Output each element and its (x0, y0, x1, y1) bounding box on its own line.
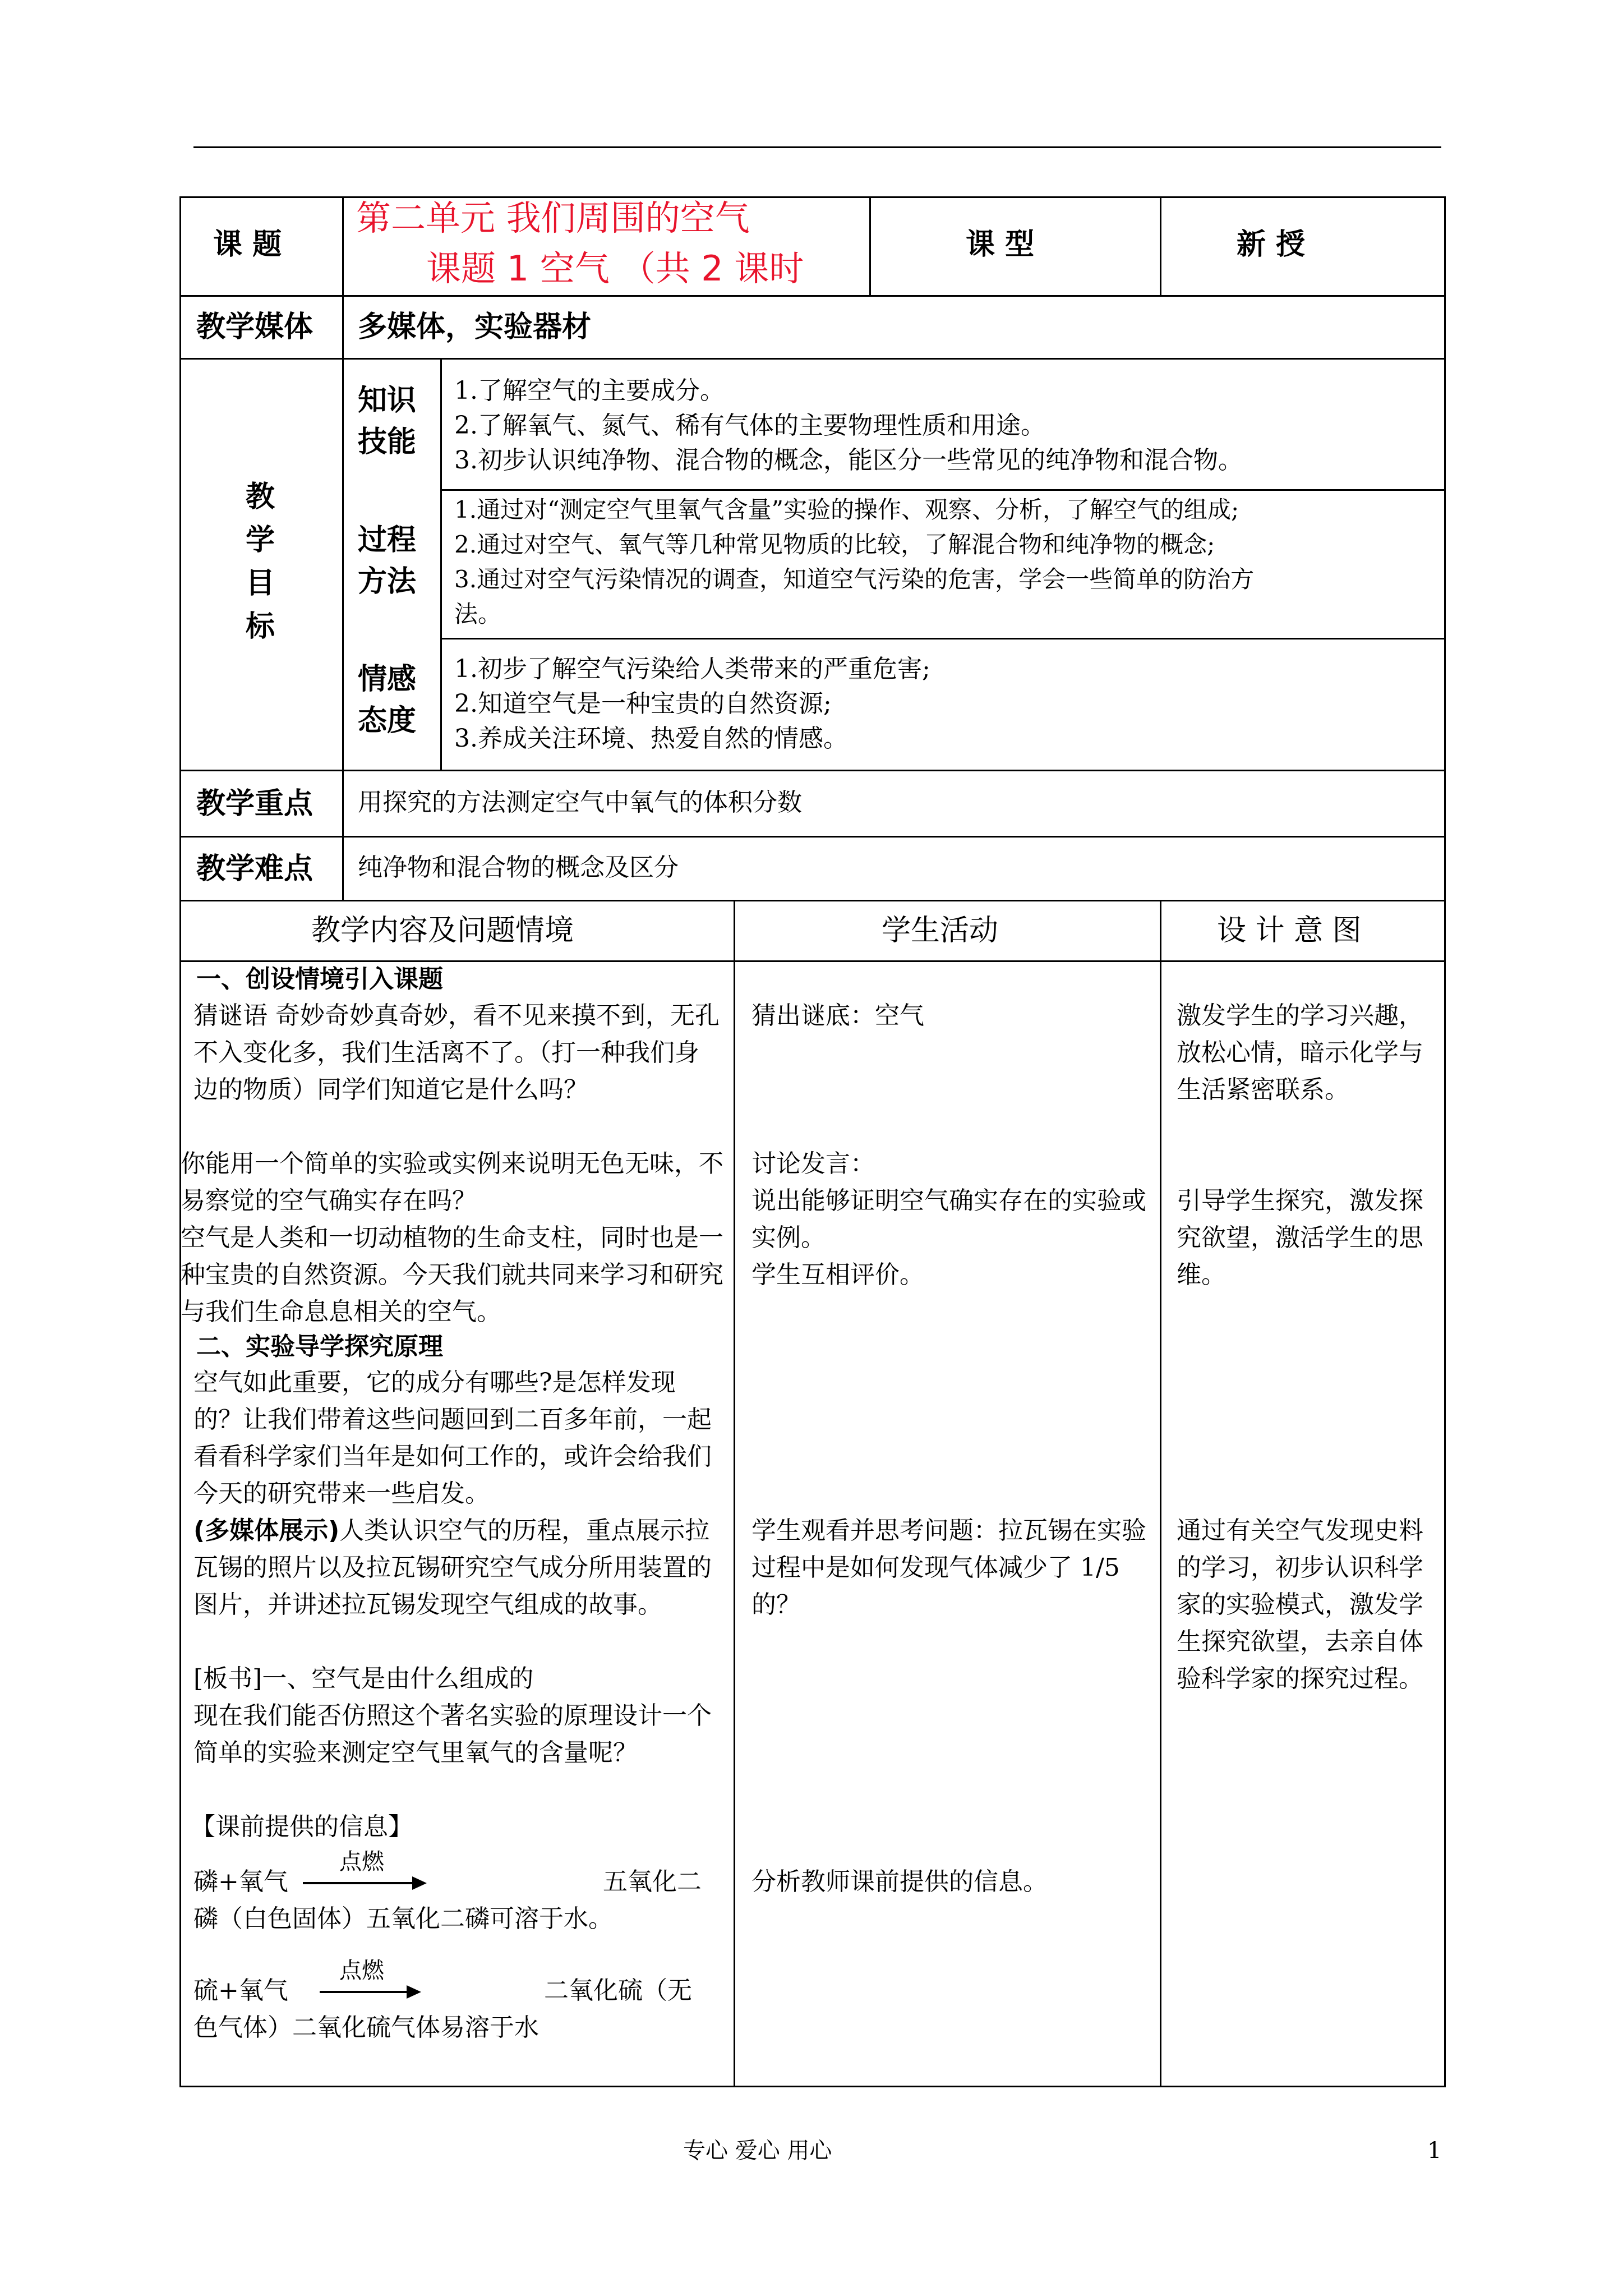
key-point-value: 用探究的方法测定空气中氧气的体积分数 (358, 788, 802, 817)
equation2-left: 硫+氧气 (193, 1976, 288, 2005)
equation1-right: 五氧化二 (603, 1867, 702, 1896)
multimedia-tag: (多媒体展示) (193, 1516, 340, 1545)
equation2-right: 二氧化硫（无 (544, 1976, 692, 2005)
process-label: 过程 (358, 523, 417, 557)
topic-label: 课 题 (213, 228, 282, 261)
col-header-content: 教学内容及问题情境 (311, 914, 574, 947)
emotion-item: 1.初步了解空气污染给人类带来的严重危害; (454, 655, 930, 683)
design-intent-2: 引导学生探究，激发探究欲望，激活学生的思维。 (1177, 1186, 1423, 1289)
table-border (179, 2086, 1446, 2087)
col-divider (440, 358, 442, 771)
equation1-left: 磷+氧气 (193, 1867, 288, 1896)
design-question: 现在我们能否仿照这个著名实验的原理设计一个简单的实验来测定空气里氧气的含量呢？ (193, 1701, 712, 1767)
col-divider (1160, 900, 1161, 2087)
col-divider (342, 196, 344, 901)
col-header-student: 学生活动 (882, 914, 999, 947)
design-intent-1: 激发学生的学习兴趣，放松心情，暗示化学与生活紧密联系。 (1177, 1001, 1423, 1104)
type-label: 课 型 (966, 228, 1035, 261)
knowledge-item: 2.了解氧气、氮气、稀有气体的主要物理性质和用途。 (454, 411, 1045, 440)
student-activity-2b: 说出能够证明空气确实存在的实验或实例。 (751, 1186, 1146, 1252)
knowledge-item: 1.了解空气的主要成分。 (454, 376, 725, 405)
type-value: 新 授 (1237, 228, 1306, 261)
goals-label-char: 标 (246, 610, 275, 643)
row-divider (179, 900, 1446, 901)
emotion-item: 2.知道空气是一种宝贵的自然资源; (454, 689, 832, 718)
student-activity-2c: 学生互相评价。 (751, 1260, 924, 1289)
goals-label-char: 教 (246, 480, 275, 514)
process-item: 2.通过对空气、氧气等几种常见物质的比较，了解混合物和纯净物的概念; (454, 531, 1215, 558)
row-divider (179, 836, 1446, 838)
knowledge-label: 知识 (358, 384, 417, 417)
process-item: 法。 (454, 600, 502, 628)
student-activity-2a: 讨论发言： (751, 1149, 875, 1178)
difficulty-label: 教学难点 (196, 852, 313, 886)
reaction-arrow-icon (303, 1882, 423, 1884)
student-activity-3: 学生观看并思考问题：拉瓦锡在实验过程中是如何发现气体减少了 1/5 的？ (751, 1516, 1146, 1619)
history-paragraph: 空气如此重要，它的成分有哪些?是怎样发现的？让我们带着这些问题回到二百多年前，一起看看科学家们当年是如何工作的，或许会给我们今天的研究带来一些启发。 (193, 1368, 712, 1508)
equation2-note: 色气体）二氧化硫气体易溶于水 (193, 2013, 539, 2042)
goals-label-char: 目 (246, 567, 275, 600)
col-divider (869, 196, 871, 297)
student-activity-4: 分析教师课前提供的信息。 (751, 1867, 1048, 1896)
table-border (179, 196, 181, 2087)
riddle-paragraph: 猜谜语 奇妙奇妙真奇妙，看不见来摸不到，无孔不入变化多，我们生活离不了。（打一种我们身边的物质）同学们知道它是什么吗？ (193, 1001, 720, 1104)
knowledge-item: 3.初步认识纯净物、混合物的概念，能区分一些常见的纯净物和混合物。 (454, 446, 1243, 475)
intro-paragraph: 空气是人类和一切动植物的生命支柱，同时也是一种宝贵的自然资源。今天我们就共同来学习和研究与我们生命息息相关的空气。 (181, 1223, 723, 1326)
knowledge-label: 技能 (358, 425, 417, 459)
row-divider (179, 770, 1446, 771)
board-note: [板书]一、空气是由什么组成的 (193, 1664, 534, 1693)
section1-title: 一、创设情境引入课题 (196, 965, 443, 993)
row-divider (179, 295, 1446, 297)
goals-label-char: 学 (246, 523, 275, 557)
row-divider (440, 638, 1446, 639)
process-item: 1.通过对“测定空气里氧气含量”实验的操作、观察、分析，了解空气的组成; (454, 496, 1239, 523)
section2-title: 二、实验导学探究原理 (196, 1332, 443, 1361)
row-divider (179, 358, 1446, 360)
equation1-note: 磷（白色固体）五氧化二磷可溶于水。 (193, 1904, 613, 1933)
key-point-label: 教学重点 (196, 787, 313, 821)
difficulty-value: 纯净物和混合物的概念及区分 (358, 853, 679, 882)
design-intent-3: 通过有关空气发现史料的学习，初步认识科学家的实验模式，激发学生探究欲望，去亲自体验科学家的探究过程。 (1177, 1516, 1423, 1693)
emotion-label: 情感 (358, 662, 417, 696)
equation1-condition: 点燃 (339, 1849, 384, 1875)
footer-motto: 专心 爱心 用心 (683, 2138, 832, 2164)
emotion-item: 3.养成关注环境、热爱自然的情感。 (454, 724, 848, 753)
student-activity-1: 猜出谜底：空气 (751, 1001, 924, 1030)
question-paragraph: 你能用一个简单的实验或实例来说明无色无味，不易察觉的空气确实存在吗？ (181, 1149, 723, 1215)
process-item: 3.通过对空气污染情况的调查，知道空气污染的危害，学会一些简单的防治方 (454, 565, 1255, 593)
col-divider (734, 900, 735, 2087)
media-label: 教学媒体 (196, 310, 313, 344)
col-divider (1160, 196, 1161, 297)
row-divider (179, 960, 1446, 962)
page-number: 1 (1427, 2138, 1442, 2164)
emotion-label: 态度 (358, 704, 417, 738)
lesson-title: 课题 1 空气 （共 2 课时 (426, 248, 804, 289)
equation2-condition: 点燃 (339, 1958, 384, 1984)
media-value: 多媒体，实验器材 (358, 310, 592, 344)
header-rule (193, 146, 1441, 148)
col-header-design: 设 计 意 图 (1217, 914, 1362, 947)
multimedia-text: 人类认识空气的历程，重点展示拉瓦锡的照片以及拉瓦锡研究空气成分所用装置的图片，并讲述拉瓦锡发现空气组成的故事。 (193, 1516, 712, 1619)
row-divider (440, 489, 1446, 491)
unit-title: 第二单元 我们周围的空气 (356, 197, 750, 238)
process-label: 方法 (358, 565, 417, 599)
multimedia-paragraph (193, 1512, 723, 1623)
info-title: 【课前提供的信息】 (191, 1812, 413, 1841)
table-border (1444, 196, 1446, 2087)
reaction-arrow-icon (320, 1991, 418, 1993)
